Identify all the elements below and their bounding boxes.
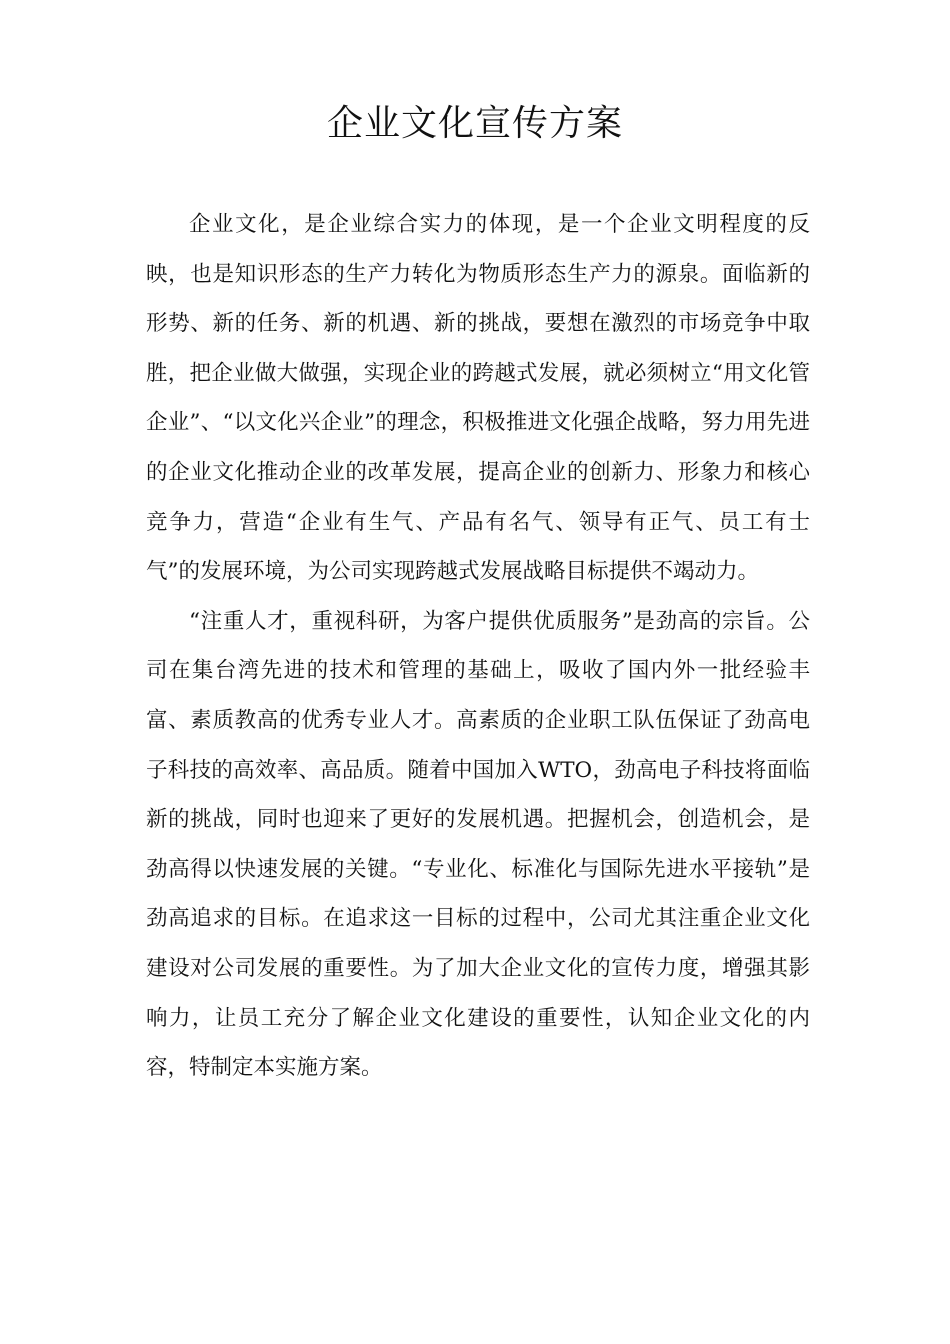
paragraph-company-mission: “注重人才，重视科研，为客户提供优质服务”是劲高的宗旨。公司在集台湾先进的技术和管理的基础上，吸收了国内外一批经验丰富、素质教高的优秀专业人才。高素质的企业职工队伍保证了劲高电子科技的高效率、高品质。随着中国加入WTO，劲高电子科技将面临新的挑战，同时也迎来了更好的发展机遇。把握机会，创造机会，是劲高得以快速发展的关键。“专业化、标准化与国际先进水平接轨”是劲高追求的目标。在追求这一目标的过程中，公司尤其注重企业文化建设对公司发展的重要性。为了加大企业文化的宣传力度，增强其影响力，让员工充分了解企业文化建设的重要性，认知企业文化的内容，特制定本实施方案。	[146, 608, 810, 1081]
document-title: 企业文化宣传方案	[326, 103, 623, 144]
document-body	[146, 200, 810, 1093]
paragraph-corporate-culture: 企业文化，是企业综合实力的体现，是一个企业文明程度的反映，也是知识形态的生产力转化为物质形态生产力的源泉。面临新的形势、新的任务、新的机遇、新的挑战，要想在激烈的市场竞争中取胜，把企业做大做强，实现企业的跨越式发展，就必须树立“用文化管企业”、“以文化兴企业”的理念，积极推进文化强企战略，努力用先进的企业文化推动企业的改革发展，提高企业的创新力、形象力和核心竞争力，营造“企业有生气、产品有名气、领导有正气、员工有士气”的发展环境，为公司实现跨越式发展战略目标提供不竭动力。	[146, 212, 810, 585]
